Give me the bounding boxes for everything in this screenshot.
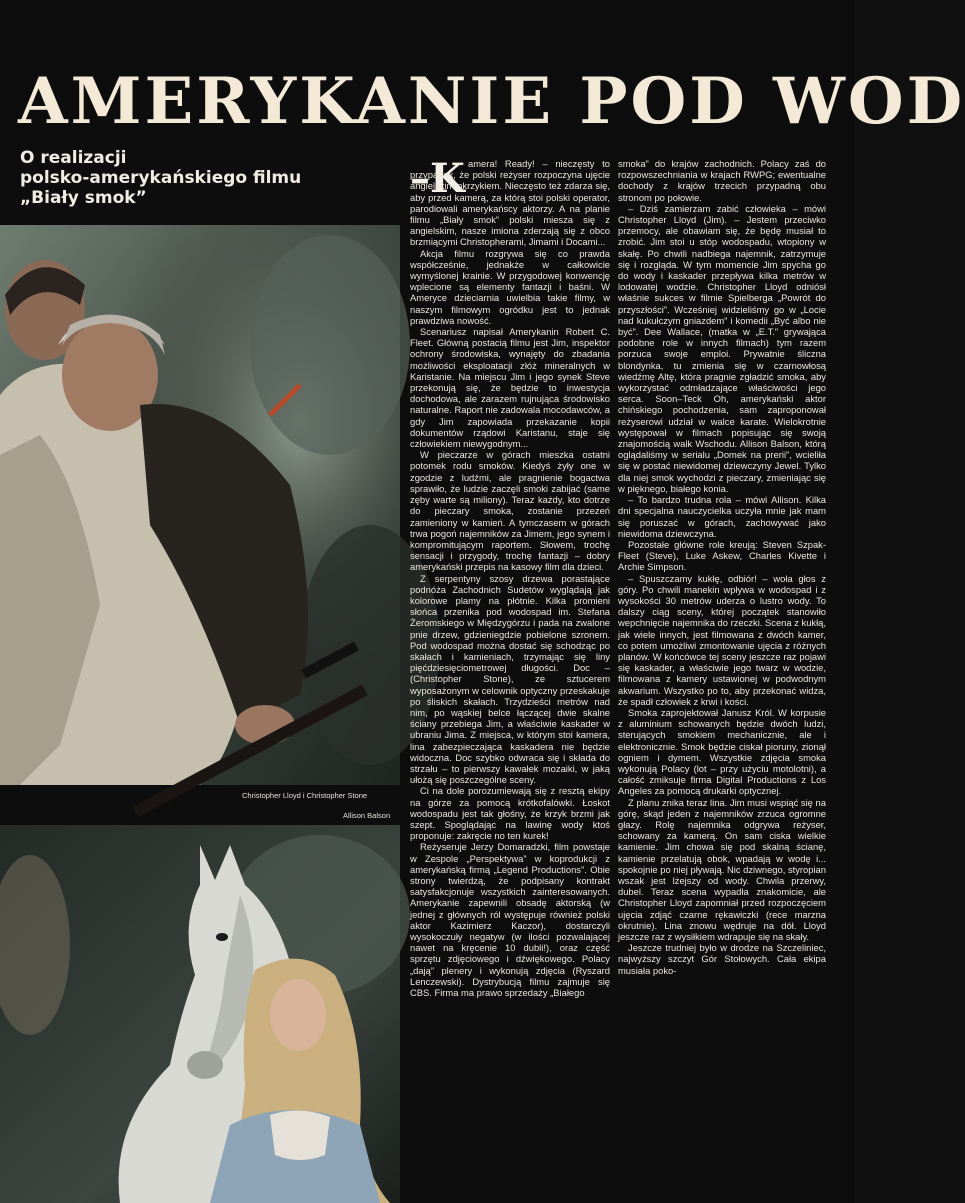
paragraph: Scenariusz napisał Amerykanin Robert C. Fleet. Główną postacią filmu jest Jim, inspektor ochrony środowiska, wynajęty do zbadania możliwości eksploatacji złóż mineralnych w Karistanie. Na miejscu Jim i jego synek Steve przekonują się, że będzie to inwestycja dochodowa, ale zarazem rujnująca środowisko naturalne. Raport nie zadowala mocodawców, a gdy Jim zapowiada przekazanie kopii dokumentów rządowi Karistanu, staje się człowiekiem niewygodnym... — [410, 326, 610, 450]
caption-photo-bottom: Allison Balson — [343, 811, 391, 820]
article-column-middle — [410, 155, 610, 1200]
paragraph: – Spuszczamy kukłę, odbiór! – woła głos z góry. Po chwili manekin wpływa w wodospad i z wysokości 30 metrów uderza o lustro wody. To dalszy ciąg sceny, której początek stanowiło wepchnięcie najemnika do rzeczki. Scena z kukłą, jak wiele innych, jest filmowana z dwóch kamer, co potem umożliwi zmontowanie ujęcia z różnych planów. W końcówce tej sceny jeszcze raz pojawi się kaskader, a właściwie jego twarz w wodzie, filmowana z kamery ustawionej w podwodnym akwarium. Wszystko po to, aby przekonać widza, że spadł człowiek z krwi i kości. — [618, 572, 826, 707]
subhead-line-1: O realizacji — [20, 148, 127, 168]
subhead-line-3: „Biały smok” — [20, 188, 147, 208]
paragraph: – Dziś zamierzam zabić człowieka – mówi Christopher Lloyd (Jim). – Jestem przeciwko przemocy, ale obawiam się, że będę musiał to zrobić. Jim stoi u stóp wodospadu, wtopiony w skałę. Po chwili nadbiega najemnik, zatrzymuje się i rozgląda. W tym momencie Jim spycha go do wody i kaskader przepływa kilka metrów w lodowatej wodzie. Christopher Lloyd odniósł właśnie sukces w filmie Spielberga „Powrót do przyszłości”. Wcześniej widzieliśmy go w „Locie nad kukułczym gniazdem” i komedii „Być albo nie być”. Dee Wallace, (matka w „E.T.” grywająca podobne role w innych filmach) tym razem porzuca swoje emploi. Prywatnie śliczna blondynka, tu zmienia się w czarnowłosą wiedźmę Altę, która pragnie zgładzić smoka, aby wykorzystać odmładzające właściwości jego serca. Soon–Teck Oh, amerykański aktor chińskiego pochodzenia, sam zaproponował reżyserowi udział w walce karate. Wielokrotnie występował w filmach popisując się swoją znajomością walk Wschodu. Allison Balson, którą oglądaliśmy w serialu „Domek na prerii”, wcieliła się w postać niewidomej dziewczyny Jewel. Tylko dla niej smok wychodzi z pieczary, zmieniając się w pięknego, białego konia. — [618, 202, 826, 494]
article-column-right — [618, 158, 826, 1200]
paragraph: Ci na dole porozumiewają się z resztą ekipy na górze za pomocą krótkofalówki. Łoskot wodospadu jest tak głośny, że krzyk brzmi jak szept. Spoglądając na lawinę wody ktoś proponuje: zakręcie no ten kurek! — [410, 785, 610, 842]
photo-lloyd-stone — [0, 225, 400, 785]
caption-photo-top: Christopher Lloyd i Christopher Stone — [242, 791, 368, 800]
paragraph: – To bardzo trudna rola – mówi Allison. Kilka dni specjalna nauczycielka uczyła mnie jak mam się poruszać w górach, zachowywać jako niewidoma dziewczyna. — [618, 494, 826, 539]
paragraph: Akcja filmu rozgrywa się co prawda współcześnie, jednakże w całkowicie wymyślonej krainie. W przygodowej konwencję wplecione są elementy fantazji i baśni. W Ameryce dzieciarnia uwielbia takie filmy, w naszym filmowym ogródku jest to jednak prawdziwa nowość. — [410, 247, 610, 326]
paragraph: Pozostałe główne role kreują: Steven Szpak-Fleet (Steve), Luke Askew, Charles Kivette i Archie Simpson. — [618, 538, 826, 573]
paragraph: W pieczarze w górach mieszka ostatni potomek rodu smoków. Kiedyś żyły one w zgodzie z ludźmi, ale pragnienie bogactwa sprawiło, że ludzie zaczęli smoki zabijać (same zęby warte są miliony). Teraz każdy, kto dotrze do pieczary smoka, zostanie przezeń zamieniony w kamień. A tymczasem w górach trwa pogoń najemników za Jimem, jego synem i kompromitującym raportem. Słowem, trochę sensacji i przygody, trochę fantazji – dobry amerykański przepis na kasowy film dla dzieci. — [410, 449, 610, 573]
paragraph: Jeszcze trudniej było w drodze na Szczeliniec, najwyższy szczyt Gór Stołowych. Cała ekipa musiała poko- — [618, 942, 826, 976]
headline: AMERYKANIE POD WOD — [18, 64, 965, 139]
subhead-line-2: polsko-amerykańskiego filmu — [20, 168, 302, 188]
paragraph: smoka” do krajów zachodnich. Polacy zaś do rozpowszechniania w krajach RWPG; ewentualne dochody z krajów trzecich przypadną obu stronom po połowie. — [618, 158, 826, 203]
paragraph: Z planu znika teraz lina. Jim musi wspiąć się na górę, skąd jeden z najemników zrzuca ogromne głazy. Rolę najemnika odgrywa reżyser, schowany za kamerą. On sam ciska wielkie kamienie. Jim chowa się pod skalną ścianę, kamienie przelatują obok, wpadają w wodę i... spokojnie po niej pływają. Nic dziwnego, styropian wszak jest lżejszy od wody. Chwila przerwy, dubel. Teraz scena wypadła znakomicie, ale Christopher Lloyd zapomniał przed rozpoczęciem ujęcia zdjąć czarne rękawiczki (rece marzna okrutnie). Lina znowu wędruje na dół. Lloyd jeszcze raz z wysiłkiem wdrapuje się na skały. — [618, 796, 826, 943]
paragraph: Z serpentyny szosy drzewa porastające podnóża Zachodnich Sudetów wyglądają jak kolorowe plamy na płótnie. Kilka promieni słońca przenika pod wodospad im. Stefana Żeromskiego w Międzygórzu i pada na zwalone pnie drzew, gdzieniegdzie pobielone szronem. Pod wodospad można dostać się schodząc po skałach i kamieniach, trzymając się liny pięćdziesięciometrowej długości. Doc – (Christopher Stone), ze sztucerem wyposażonym w celownik optyczny przeskakuje po śliskich skałach. Trzydzieści metrów nad nim, po wąskiej belce łączącej dwie skalne ściany przebiega Jim, a właściwie kaskader w ubraniu Jima. Z miejsca, w którym stoi kamera, lina zabezpieczająca kaskadera nie będzie widoczna. Doc szybko odwraca się i składa do strzału – to pierwszy kawałek mozaiki, w jaką ułożą się poszczególne sceny. — [410, 572, 610, 786]
subheadline — [20, 148, 400, 208]
photo-allison-balson — [0, 825, 400, 1203]
paragraph: amera! Ready! – nieczęsty to przypadek, że polski reżyser rozpoczyna ujęcie angielskim okrzykiem. Nieczęsto też zdarza się, aby przed kamerą, za którą stoi polski operator, parodiowali amerykańscy aktorzy. A na planie filmu „Biały smok” polski miesza się z angielskim, nasze imiona zderzają się z obco brzmiącymi Christopherami, Jimami i Docami... — [410, 158, 610, 248]
drop-cap: –K — [410, 155, 465, 202]
paragraph: Reżyseruje Jerzy Domaradzki, film powstaje w Zespole „Perspektywa” w koprodukcji z amerykańską firmą „Legend Productions”. Obie strony twierdzą, że podpisany kontrakt satysfakcjonuje wszystkich zainteresowanych. Amerykanie zapewnili obsadę aktorską (w jednej z głównych ról występuje również polski aktor Kazimierz Kaczor), dostarczyli wysokoczuły negatyw (w ilości pozwalającej nawet na kręcenie 10 dubli!), oraz część sprzętu zdjęciowego i dźwiękowego. Polacy „dają” plenery i wykonują zdjęcia (Ryszard Lenczewski). Dystrybucją filmu zajmuje się CBS. Firma ma prawo sprzedaży „Białego — [410, 841, 610, 999]
paragraph: Smoka zaprojektował Janusz Król. W korpusie z aluminium schowanych będzie dwóch ludzi, sterujących smokiem mechanicznie, ale i elektronicznie. Smok będzie ciskał pioruny, zionął ogniem i dymem. Wszystkie zdjęcia smoka wykonują Polacy (lot – przy użyciu motolotni), a całość zmiksuje firma Digital Productions z Los Angeles za pomocą drukarki optycznej. — [618, 706, 826, 797]
